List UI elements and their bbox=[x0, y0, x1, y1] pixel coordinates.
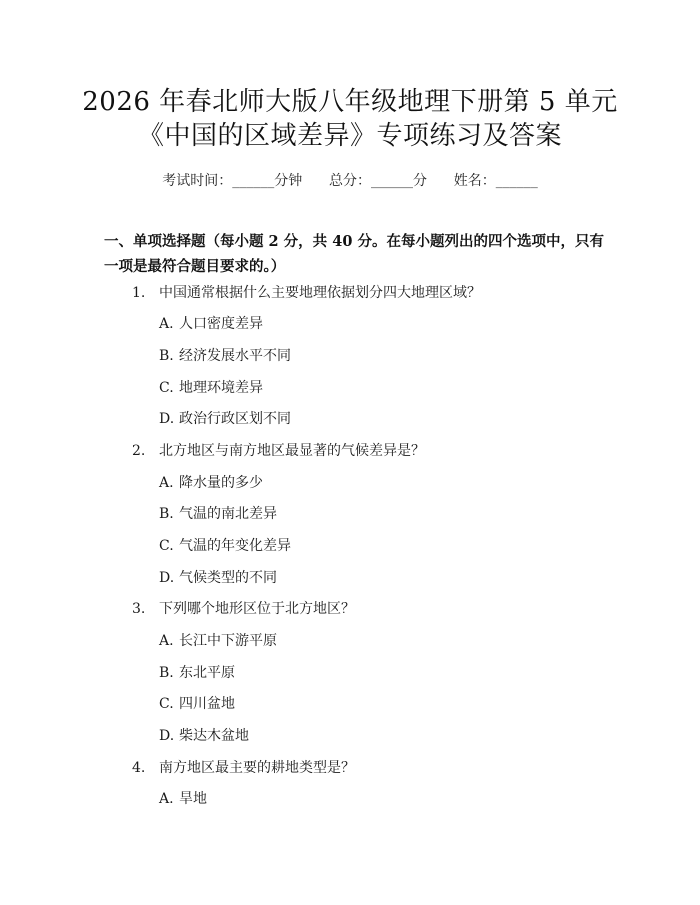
question-number: 4. bbox=[132, 760, 146, 776]
question-4 bbox=[132, 757, 355, 777]
option-2c bbox=[159, 535, 291, 555]
option-letter: C. bbox=[159, 538, 174, 554]
option-3b bbox=[159, 662, 235, 682]
question-text: 中国通常根据什么主要地理依据划分四大地理区域？ bbox=[159, 285, 481, 301]
option-text: 柴达木盆地 bbox=[179, 728, 249, 744]
option-text: 人口密度差异 bbox=[179, 316, 263, 332]
option-3c bbox=[159, 693, 235, 713]
option-2b bbox=[159, 503, 277, 523]
option-letter: A. bbox=[159, 316, 174, 332]
option-letter: B. bbox=[159, 665, 174, 681]
option-text: 政治行政区划不同 bbox=[179, 411, 291, 427]
option-letter: C. bbox=[159, 696, 174, 712]
question-text: 下列哪个地形区位于北方地区？ bbox=[159, 601, 355, 617]
option-text: 东北平原 bbox=[179, 665, 235, 681]
question-number: 3. bbox=[132, 601, 146, 617]
option-text: 长江中下游平原 bbox=[179, 633, 277, 649]
document-title-line-1: 2026 年春北师大版八年级地理下册第 5 单元 bbox=[82, 87, 618, 117]
question-text: 南方地区最主要的耕地类型是？ bbox=[159, 760, 355, 776]
option-4a bbox=[159, 788, 207, 808]
question-number: 2. bbox=[132, 443, 146, 459]
option-1b bbox=[159, 345, 291, 365]
exam-info-line: 考试时间：______分钟 总分：______分 姓名：______ bbox=[162, 173, 538, 189]
option-3a bbox=[159, 630, 277, 650]
question-1 bbox=[132, 282, 481, 302]
option-letter: B. bbox=[159, 348, 174, 364]
option-1c bbox=[159, 377, 263, 397]
option-text: 降水量的多少 bbox=[179, 475, 263, 491]
option-2d bbox=[159, 567, 277, 587]
option-letter: A. bbox=[159, 475, 174, 491]
option-letter: B. bbox=[159, 506, 174, 522]
option-3d bbox=[159, 725, 249, 745]
section-heading: 一、单项选择题（每小题 2 分，共 40 分。在每小题列出的四个选项中，只有一项是最符合题目要求的。） bbox=[104, 233, 604, 275]
option-text: 地理环境差异 bbox=[179, 380, 263, 396]
question-3 bbox=[132, 598, 355, 618]
question-number: 1. bbox=[132, 285, 146, 301]
option-letter: A. bbox=[159, 633, 174, 649]
option-1d bbox=[159, 408, 291, 428]
option-letter: D. bbox=[159, 570, 175, 586]
question-text: 北方地区与南方地区最显著的气候差异是？ bbox=[159, 443, 425, 459]
option-letter: D. bbox=[159, 728, 175, 744]
option-text: 气温的年变化差异 bbox=[179, 538, 291, 554]
option-text: 经济发展水平不同 bbox=[179, 348, 291, 364]
option-letter: C. bbox=[159, 380, 174, 396]
option-text: 气候类型的不同 bbox=[179, 570, 277, 586]
option-text: 旱地 bbox=[179, 791, 207, 807]
option-2a bbox=[159, 472, 263, 492]
document-title-line-2: 《中国的区域差异》专项练习及答案 bbox=[137, 121, 562, 151]
option-letter: D. bbox=[159, 411, 175, 427]
option-text: 气温的南北差异 bbox=[179, 506, 277, 522]
option-text: 四川盆地 bbox=[179, 696, 235, 712]
option-letter: A. bbox=[159, 791, 174, 807]
option-1a bbox=[159, 313, 263, 333]
question-2 bbox=[132, 440, 425, 460]
